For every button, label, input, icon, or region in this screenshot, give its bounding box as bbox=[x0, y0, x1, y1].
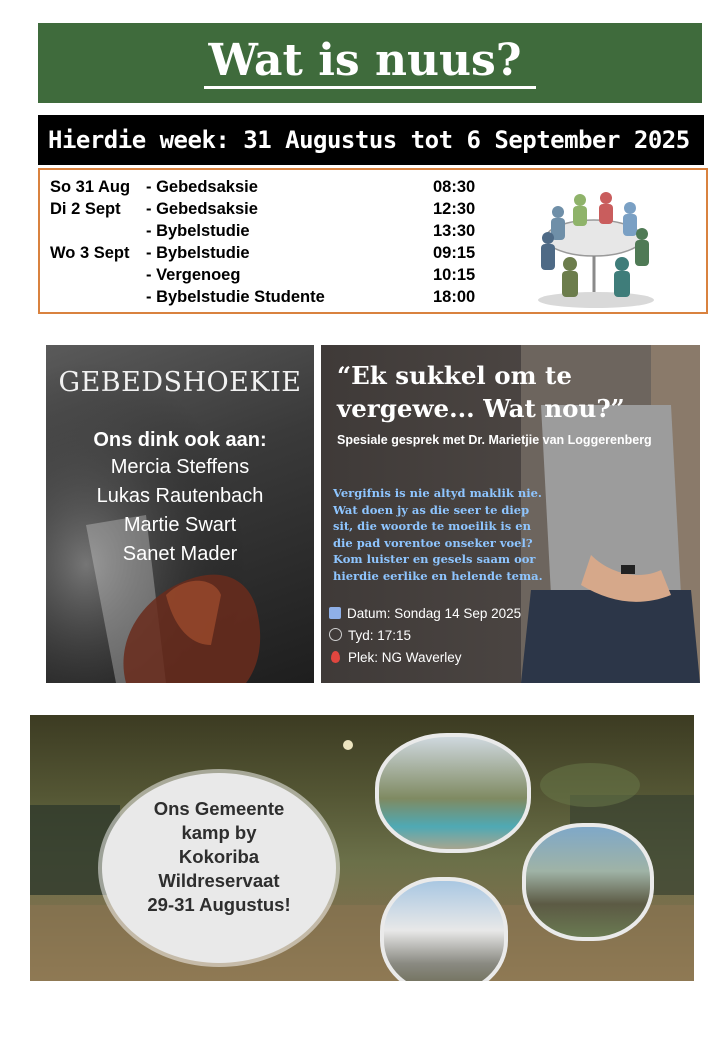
camp-lapa-photo bbox=[522, 823, 654, 941]
schedule-day: Di 2 Sept bbox=[50, 200, 121, 218]
camp-line: 29-31 Augustus! bbox=[147, 894, 291, 915]
camp-announcement bbox=[102, 773, 336, 963]
prayer-corner-title: GEBEDSHOEKIE bbox=[58, 367, 302, 398]
schedule-time: 08:30 bbox=[433, 178, 476, 196]
camp-line: Ons Gemeente bbox=[153, 798, 285, 819]
schedule-day: Wo 3 Sept bbox=[50, 244, 130, 262]
camp-pool-photo bbox=[375, 733, 531, 853]
camp-line: Wildreservaat bbox=[158, 870, 280, 891]
schedule-activity: - Gebedsaksie bbox=[146, 178, 258, 196]
schedule-activity: - Bybelstudie bbox=[146, 244, 250, 262]
talk-time-row: Tyd: 17:15 bbox=[329, 628, 411, 643]
calendar-icon bbox=[329, 607, 341, 619]
page-title: Wat is nuus? bbox=[38, 35, 702, 86]
camp-banner bbox=[30, 715, 694, 981]
talk-date-row: Datum: Sondag 14 Sep 2025 bbox=[329, 606, 521, 621]
talk-place-row: Plek: NG Waverley bbox=[329, 650, 462, 665]
camp-golfcart-photo bbox=[380, 877, 508, 981]
talk-title: “Ek sukkel om te vergewe... Wat nou?” bbox=[337, 361, 625, 423]
title-banner bbox=[38, 23, 702, 103]
prayer-name: Martie Swart bbox=[123, 514, 237, 536]
meeting-table-illustration bbox=[530, 172, 660, 310]
schedule-time: 18:00 bbox=[433, 288, 476, 306]
week-heading: Hierdie week: 31 Augustus tot 6 September 2025 bbox=[38, 115, 704, 165]
schedule-time: 13:30 bbox=[433, 222, 476, 240]
camp-line: Kokoriba bbox=[178, 846, 260, 867]
talk-speaker: Spesiale gesprek met Dr. Marietjie van Loggerenberg bbox=[337, 433, 652, 447]
schedule-activity: - Gebedsaksie bbox=[146, 200, 258, 218]
schedule-activity: - Bybelstudie bbox=[146, 222, 250, 240]
location-pin-icon bbox=[331, 651, 340, 663]
talk-event-panel bbox=[321, 345, 700, 683]
prayer-name: Lukas Rautenbach bbox=[96, 485, 264, 507]
schedule-time: 10:15 bbox=[433, 266, 476, 284]
schedule-activity: - Vergenoeg bbox=[146, 266, 241, 284]
prayer-name: Sanet Mader bbox=[122, 543, 238, 565]
prayer-name: Mercia Steffens bbox=[110, 456, 250, 478]
prayer-corner-panel bbox=[46, 345, 314, 683]
schedule-time: 12:30 bbox=[433, 200, 476, 218]
prayer-corner-subtitle: Ons dink ook aan: bbox=[93, 429, 267, 451]
camp-line: kamp by bbox=[181, 822, 257, 843]
schedule-box bbox=[38, 168, 708, 314]
schedule-day: So 31 Aug bbox=[50, 178, 131, 196]
clock-icon bbox=[329, 628, 342, 641]
talk-description: Vergifnis is nie altyd maklik nie. Wat doen jy as die seer te diep sit, die woorde te moeilik is en die pad vorentoe onseker voel? Kom luister en gesels saam oor hierdie eerlike en helende tema. bbox=[333, 486, 543, 583]
schedule-activity: - Bybelstudie Studente bbox=[146, 288, 325, 306]
schedule-time: 09:15 bbox=[433, 244, 476, 262]
